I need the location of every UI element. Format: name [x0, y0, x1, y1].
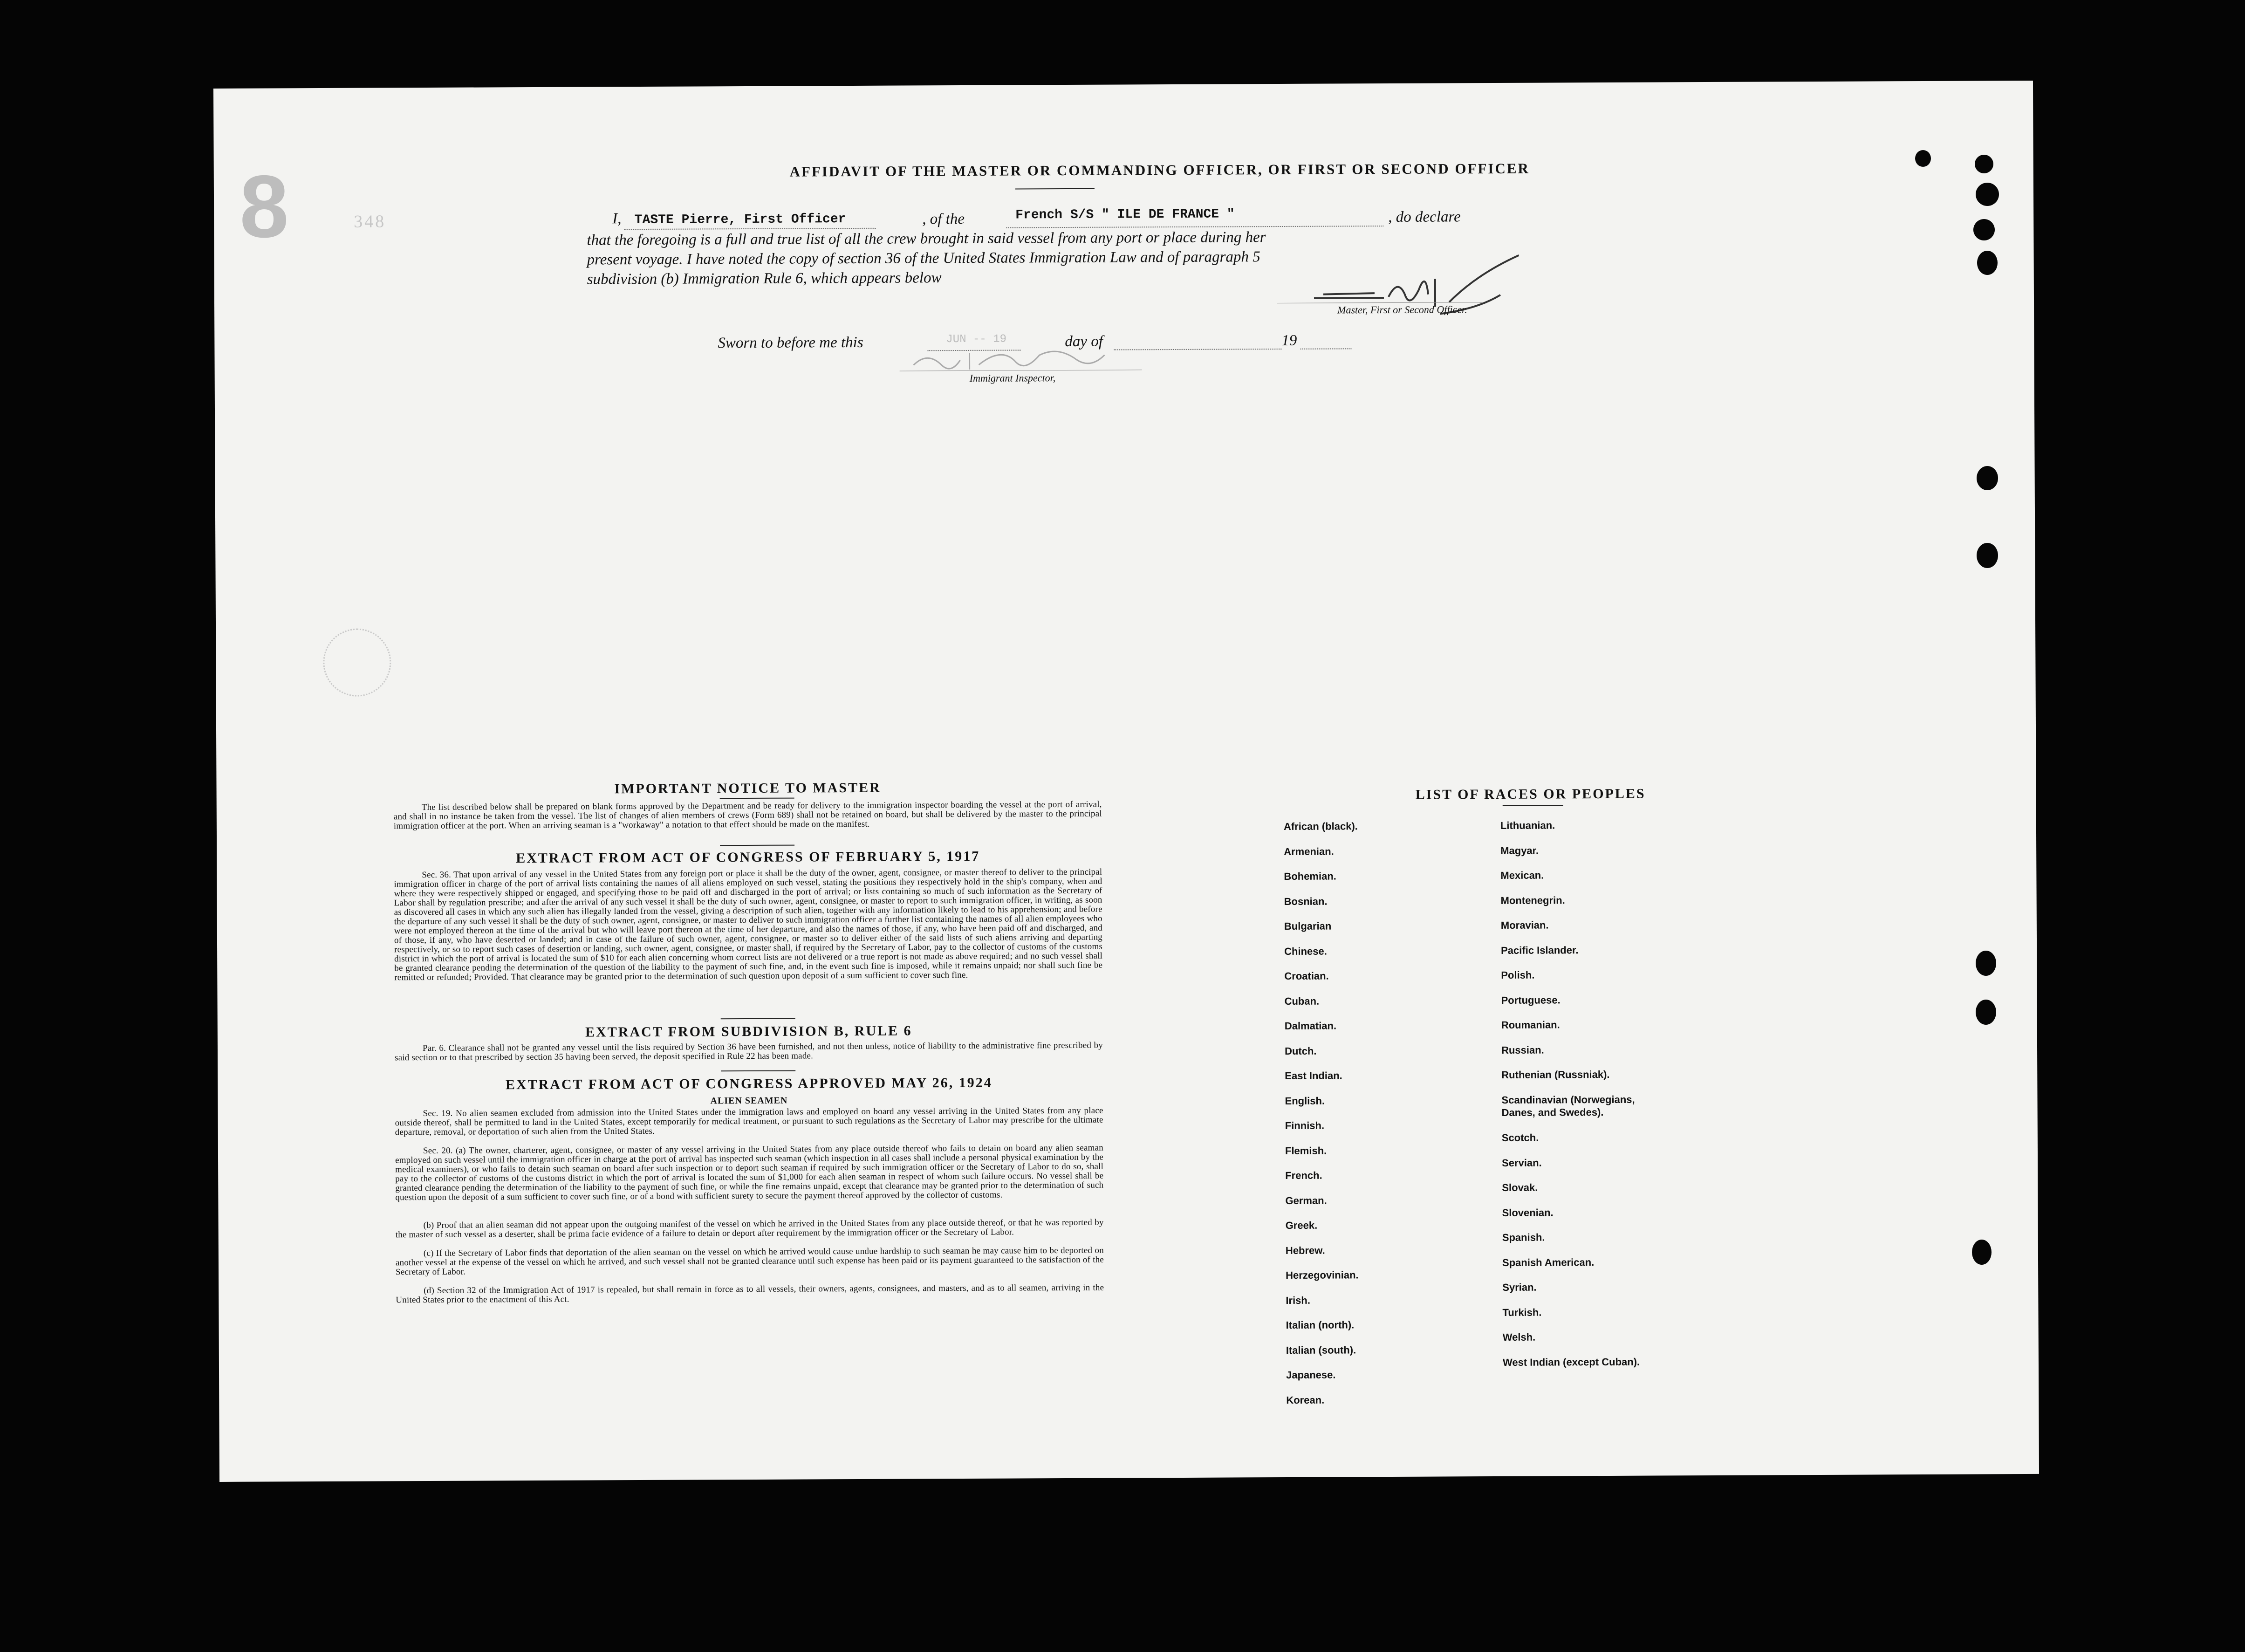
race-item: Roumanian. [1501, 1019, 1560, 1031]
race-item: Flemish. [1285, 1145, 1327, 1157]
races-title-rule [1503, 805, 1563, 806]
sworn-month-line [1114, 349, 1281, 350]
race-item: Dutch. [1284, 1045, 1317, 1057]
race-item: Slovenian. [1502, 1206, 1554, 1219]
race-item: Servian. [1502, 1157, 1542, 1169]
race-item: English. [1285, 1095, 1325, 1107]
binding-hole [1915, 150, 1931, 167]
races-right-column [1500, 818, 1722, 1425]
extract1-rule [721, 1018, 795, 1020]
race-item: East Indian. [1285, 1069, 1342, 1082]
extract3-sec20c: (c) If the Secretary of Labor finds that deportation of the alien seaman on the vessel on which he arrived would cause undue hardship to such seaman he may cause him to be deported on another vessel at the expense of the vessel on which he arrived, and such vessel shall not be granted clearance until such expense has been paid or its payment guaranteed to the satisfaction of the Secretary of Labor. [395, 1245, 1104, 1277]
sworn-label: Sworn to before me this [718, 334, 863, 352]
binding-hole [1972, 1240, 1992, 1265]
declarant-i: I, [612, 210, 622, 227]
race-item: Spanish American. [1502, 1256, 1595, 1268]
binding-hole [1976, 951, 1996, 976]
binding-hole [1977, 251, 1998, 275]
race-item: Korean. [1286, 1394, 1325, 1406]
races-title: LIST OF RACES OR PEOPLES [1415, 786, 1646, 802]
race-item: Japanese. [1286, 1369, 1336, 1381]
binding-hole [1975, 155, 1993, 173]
vessel-name: French S/S " ILE DE FRANCE " [1015, 207, 1235, 223]
race-item: Italian (south). [1286, 1344, 1356, 1356]
extract3-title: EXTRACT FROM ACT OF CONGRESS APPROVED MAY 26, 1924 [505, 1075, 992, 1093]
race-item: Mexican. [1500, 869, 1544, 881]
binding-hole [1977, 543, 1998, 568]
race-item: Welsh. [1502, 1331, 1536, 1343]
declaration-line-4: subdivision (b) Immigration Rule 6, which appears below [587, 269, 942, 288]
race-item: Herzegovinian. [1286, 1269, 1359, 1281]
race-item: Armenian. [1284, 845, 1334, 857]
race-item: Slovak. [1502, 1181, 1538, 1193]
race-item: Cuban. [1284, 995, 1320, 1007]
extract3-sec20a: Sec. 20. (a) The owner, charterer, agent, consignee, or master of any vessel arriving in the United States from any place outside thereof who fails to detain on board any alien seaman employed on such vessel until the immigration officer in charge at the port of arrival has inspected such seaman (which inspection in all cases shall include a personal physical examination by the medical examiners), or who fails to detain such seaman on board after such inspection or to deport such seaman if required by such immigration officer or the Secretary of Labor to do so, shall pay to the collector of customs of the customs district in which the port of arrival is located the sum of $1,000 for each alien seaman in respect of whom such failure occurs. No vessel shall be granted clearance pending the determination of the liability to the payment of such fine, or while the fine remains unpaid, except that clearance may be granted prior to the determination of such question upon the deposit of a sum sufficient to cover such fine, or of a bond with sufficient surety to secure the payment thereof approved by the collector of customs. [395, 1143, 1104, 1203]
extract2-title: EXTRACT FROM SUBDIVISION B, RULE 6 [585, 1023, 912, 1040]
binding-hole [1973, 219, 1995, 240]
race-item: French. [1285, 1169, 1322, 1181]
race-item: Bosnian. [1284, 895, 1328, 907]
race-item: Spanish. [1502, 1231, 1545, 1243]
race-item: Magyar. [1500, 844, 1539, 857]
race-item: Italian (north). [1286, 1319, 1355, 1331]
title-underline [1015, 188, 1095, 190]
race-item: Bohemian. [1284, 870, 1336, 882]
extract3-sec20b: (b) Proof that an alien seaman did not appear upon the outgoing manifest of the vessel on which he arrived in the United States from any place outside thereof, or that he was reported by the master of such vessel as a deserter, shall be prima facie evidence of a failure to detain or deport after requirement by the immigration officer or the Secretary of Labor. [395, 1217, 1104, 1240]
extract1-body: Sec. 36. That upon arrival of any vessel in the United States from any foreign port or place it shall be the duty of the owner, agent, consignee, or master thereof to deliver to the principal immigration officer in charge of the port of arrival lists containing the names of all aliens employed on such vessel, stating the positions they respectively hold in the ship's company, when and where they were respectively shipped or engaged, and specifying those to be paid off and discharged in the port of arrival; or lists containing so much of such information as the Secretary of Labor shall by regulation prescribe; and after the arrival of any such vessel it shall be the duty of such owner, agent, consignee, or master to report to such immigration officer, in writing, as soon as discovered all cases in which any such alien has illegally landed from the vessel, giving a description of such alien, together with any information likely to lead to his apprehension; and before the departure of any such vessel it shall be the duty of such owner, agent, consignee, or master to deliver to such immigration officer a further list containing the names of all alien employees who were not employed thereon at the time of the arrival but who will leave port thereon at the time of her departure, and also the names of those, if any, who have been paid off and discharged, and of those, if any, who have deserted or landed; and in case of the failure of such owner, agent, consignee, or master so to deliver either of the said lists of such aliens arriving and departing respectively, or so to report such cases of desertion or landing, such owner, agent, consignee, or master shall, if required by the Secretary of Labor, pay to the collector of customs of the customs district in which the port of arrival is located the sum of $10 for each alien concerning whom correct lists are not delivered or a true report is not made as above required; and no such vessel shall be granted clearance pending the determination of the question of the liability to the payment of such fine, and, in the event such fine is imposed, while it remains unpaid; nor shall such fine be remitted or refunded; Provided. That clearance may be granted prior to the determination of such question upon deposit of a sum sufficient to cover such fine. [394, 867, 1103, 983]
of-the-label: , of the [922, 210, 965, 228]
sworn-day-of: day of [1065, 333, 1103, 350]
binding-hole [1976, 183, 1999, 206]
sworn-year: 19 [1281, 332, 1297, 350]
notice-body: The list described below shall be prepared on blank forms approved by the Department and be ready for delivery to the immigration inspector boarding the vessel at the port of arrival, and shall in no instance be taken from the vessel. The list of changes of alien members of crews (Form 689) shall not be retained on board, but shall be delivered by the master to the principal immigration officer at the port. When an arriving seaman is a "workaway" a notation to that effect should be made on the manifest. [393, 799, 1102, 831]
race-item: African (black). [1283, 820, 1358, 832]
race-item: Pacific Islander. [1501, 944, 1579, 956]
faint-stamp-number: 348 [354, 212, 386, 232]
margin-number: 8 [239, 157, 289, 256]
race-item: West Indian (except Cuban). [1502, 1356, 1640, 1368]
race-item: Croatian. [1284, 970, 1329, 982]
document-page [213, 81, 2039, 1482]
sworn-year-line [1300, 348, 1351, 349]
inspector-caption: Immigrant Inspector, [969, 372, 1056, 384]
race-item: Russian. [1501, 1044, 1544, 1056]
date-stamp: JUN -- 19 [946, 333, 1007, 346]
officer-name: TASTE Pierre, First Officer [634, 212, 846, 228]
race-item: German. [1285, 1194, 1327, 1206]
race-item: Moravian. [1500, 919, 1549, 931]
do-declare-label: , do declare [1388, 208, 1461, 226]
notice-title: IMPORTANT NOTICE TO MASTER [614, 780, 881, 797]
extract3-subtitle: ALIEN SEAMEN [710, 1095, 788, 1106]
notice-rule [720, 845, 794, 846]
extract2-body: Par. 6. Clearance shall not be granted any vessel until the lists required by Section 36 have been furnished, and not then unless, notice of liability to the administrative fine prescribed by said section or to that prescribed by section 35 having been served, the deposit specified in Rule 22 has been made. [395, 1040, 1103, 1063]
declaration-line-2: that the foregoing is a full and true list of all the crew brought in said vessel from any port or place during her [587, 229, 1266, 249]
race-item: Scotch. [1501, 1131, 1539, 1144]
race-item: Scandinavian (Norwegians, Danes, and Swedes). [1501, 1093, 1635, 1118]
race-item: Bulgarian [1284, 920, 1332, 932]
race-item: Portuguese. [1501, 994, 1561, 1006]
race-item: Greek. [1285, 1219, 1318, 1231]
race-item: Irish. [1286, 1294, 1310, 1306]
race-item: Syrian. [1502, 1281, 1537, 1293]
binding-hole [1977, 466, 1998, 490]
signature-caption: Master, First or Second Officer. [1337, 303, 1467, 316]
race-item: Lithuanian. [1500, 819, 1555, 831]
race-item: Ruthenian (Russniak). [1501, 1068, 1610, 1081]
race-item: Polish. [1501, 969, 1535, 981]
extract2-rule [721, 1070, 795, 1072]
race-item: Hebrew. [1285, 1244, 1325, 1256]
race-item: Finnish. [1285, 1119, 1325, 1131]
faint-circular-stamp [323, 628, 391, 697]
extract3-sec19: Sec. 19. No alien seamen excluded from admission into the United States under the immigration laws and employed on board any vessel arriving in the United States from any place outside thereof, shall be permitted to land in the United States, except temporarily for medical treatment, or pursuant to such regulations as the Secretary of Labor may prescribe for the ultimate departure, removal, or deportation of such alien from the United States. [395, 1105, 1103, 1138]
race-item: Turkish. [1502, 1306, 1542, 1318]
binding-hole [1976, 1000, 1996, 1025]
extract1-title: EXTRACT FROM ACT OF CONGRESS OF FEBRUARY 5, 1917 [516, 848, 980, 866]
notice-title-rule [720, 798, 794, 799]
extract3-sec20d: (d) Section 32 of the Immigration Act of 1917 is repealed, but shall remain in force as to all vessels, their owners, agents, consignees, and masters, and as to all seamen, arriving in the United States prior to the enactment of this Act. [396, 1282, 1104, 1305]
race-item: Montenegrin. [1500, 894, 1565, 906]
races-left-column [1284, 819, 1492, 1426]
race-item: Dalmatian. [1284, 1020, 1337, 1032]
affidavit-title: AFFIDAVIT OF THE MASTER OR COMMANDING OFFICER, OR FIRST OR SECOND OFFICER [789, 160, 1530, 180]
officer-signature [1295, 251, 1538, 336]
race-item: Chinese. [1284, 945, 1327, 957]
declaration-line-3: present voyage. I have noted the copy of section 36 of the United States Immigration Law and of paragraph 5 [587, 248, 1260, 268]
